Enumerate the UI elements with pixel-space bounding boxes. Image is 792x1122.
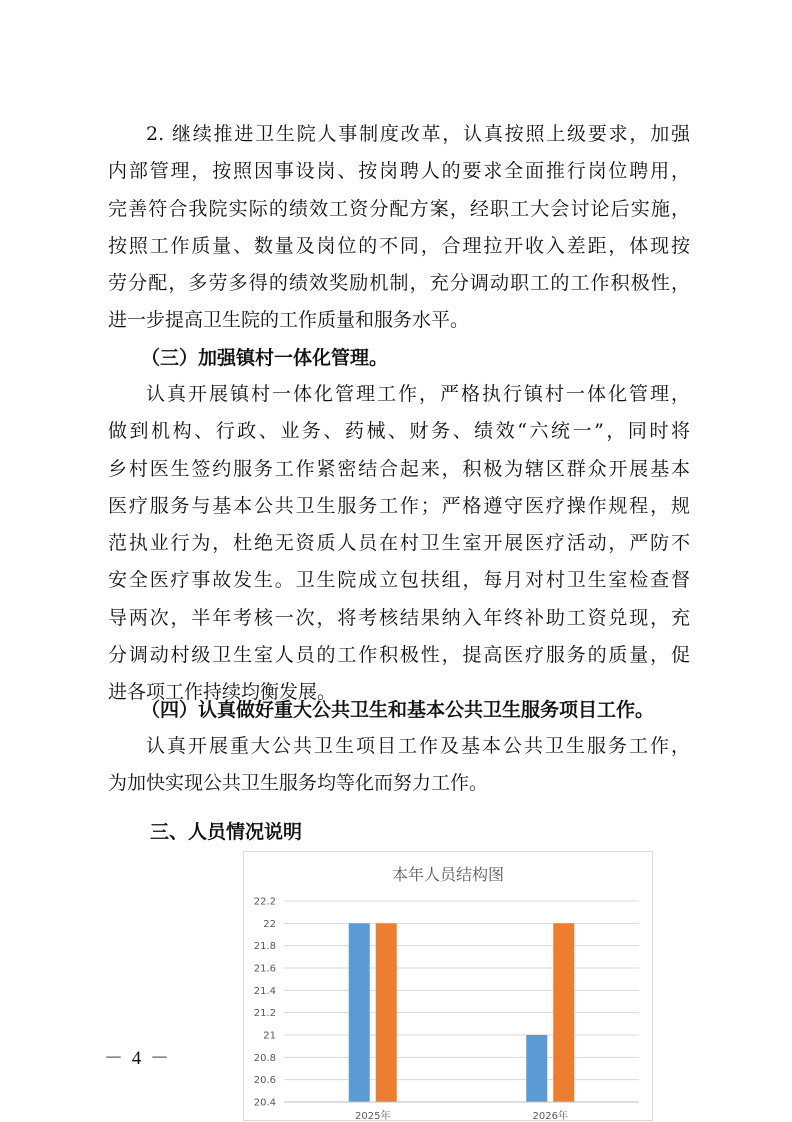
text-line: 内部管理，按照因事设岗、按岗聘人的要求全面推行岗位聘用， <box>108 160 690 183</box>
x-tick-label: 2025年 <box>355 1111 391 1122</box>
heading-public-health-projects: （四）认真做好重大公共卫生和基本公共卫生服务项目工作。 <box>141 699 655 721</box>
paragraph-public-health-projects <box>108 728 690 803</box>
text-line: 导两次，半年考核一次，将考核结果纳入年终补助工资兑现，充 <box>108 606 690 629</box>
text-line: 完善符合我院实际的绩效工资分配方案，经职工大会讨论后实施， <box>108 197 690 220</box>
text-line: 按照工作质量、数量及岗位的不同，合理拉开收入差距，体现按 <box>108 234 690 257</box>
y-tick-label: 20.6 <box>253 1075 276 1087</box>
y-tick-label: 21.2 <box>253 1008 276 1020</box>
section-title-personnel: 三、人员情况说明 <box>150 821 303 843</box>
x-tick-label: 2026年 <box>532 1111 568 1122</box>
chart-plot <box>244 852 654 1122</box>
y-tick-label: 20.4 <box>253 1097 276 1109</box>
text-line: 认真开展重大公共卫生项目工作及基本公共卫生服务工作， <box>146 735 690 757</box>
text-line: 做到机构、行政、业务、药械、财务、绩效“六统一”，同时将 <box>108 420 690 443</box>
y-tick-label: 20.8 <box>253 1052 276 1064</box>
bar-2026年-series-2 <box>553 923 574 1102</box>
text-line: 2. 继续推进卫生院人事制度改革，认真按照上级要求，加强 <box>146 123 690 145</box>
bar-2026年-series-1 <box>526 1035 547 1102</box>
text-line: 劳分配，多劳多得的绩效奖励机制，充分调动职工的工作积极性， <box>108 272 690 295</box>
text-line: 乡村医生签约服务工作紧密结合起来，积极为辖区群众开展基本 <box>108 457 690 480</box>
paragraph-town-village-integration <box>108 376 690 712</box>
chart-title: 本年人员结构图 <box>391 865 504 884</box>
text-line: 为加快实现公共卫生服务均等化而努力工作。 <box>108 772 489 795</box>
text-line: 进各项工作持续均衡发展。 <box>108 681 337 704</box>
y-tick-label: 21.8 <box>253 941 276 953</box>
y-tick-label: 21.4 <box>253 985 276 997</box>
y-tick-label: 21 <box>263 1030 276 1042</box>
text-line: 范执业行为，杜绝无资质人员在村卫生室开展医疗活动，严防不 <box>108 532 690 555</box>
y-tick-label: 22.2 <box>253 896 276 908</box>
text-line: 医疗服务与基本公共卫生服务工作；严格遵守医疗操作规程，规 <box>108 494 690 517</box>
page-number: － 4 － <box>104 1048 172 1069</box>
text-line: 安全医疗事故发生。卫生院成立包扶组，每月对村卫生室检查督 <box>108 569 690 592</box>
bar-2025年-series-1 <box>349 923 370 1102</box>
text-line: 进一步提高卫生院的工作质量和服务水平。 <box>108 309 470 332</box>
bar-2025年-series-2 <box>376 923 397 1102</box>
text-line: 认真开展镇村一体化管理工作，严格执行镇村一体化管理， <box>146 383 690 405</box>
personnel-structure-chart <box>243 851 653 1121</box>
paragraph-personnel-reform <box>108 116 690 340</box>
y-tick-label: 21.6 <box>253 963 276 975</box>
heading-town-village-integration: （三）加强镇村一体化管理。 <box>141 347 389 369</box>
y-tick-label: 22 <box>263 918 276 930</box>
text-line: 分调动村级卫生室人员的工作积极性，提高医疗服务的质量，促 <box>108 644 690 667</box>
